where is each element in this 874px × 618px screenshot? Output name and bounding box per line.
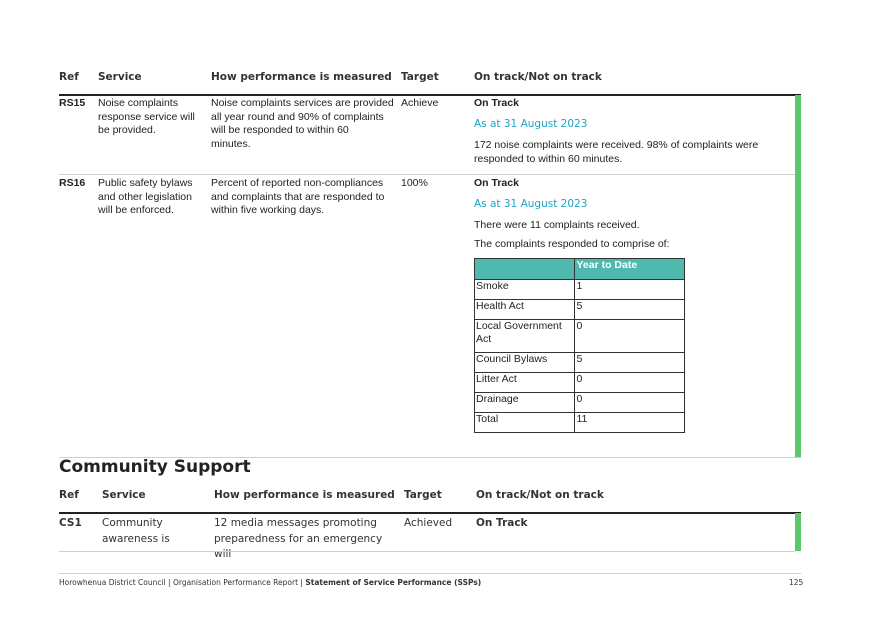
cs1-target: Achieved <box>404 517 453 529</box>
rs16-as-at: As at 31 August 2023 <box>474 198 588 210</box>
cs-row-divider <box>59 551 795 552</box>
footer-org: Horowhenua District Council | Organisation Performance Report | <box>59 578 306 587</box>
table-header-cell <box>475 259 575 280</box>
footer-text <box>59 578 481 587</box>
rs16-measure: Percent of reported non-compliances and complaints that are responded to within five working days. <box>211 177 385 216</box>
header-rule <box>59 94 801 96</box>
table-row <box>475 280 685 300</box>
rs15-target: Achieve <box>401 97 439 109</box>
col-header-status: On track/Not on track <box>474 71 602 83</box>
table-row <box>475 320 685 353</box>
footer-section: Statement of Service Performance (SSPs) <box>305 578 482 587</box>
table-row <box>475 353 685 373</box>
rs15-status: On Track <box>474 97 519 109</box>
rs16-note-breakdown: The complaints responded to comprise of: <box>474 238 670 250</box>
cs-status-bar <box>795 513 801 551</box>
table-cell: 0 <box>575 373 685 393</box>
table-cell: Total <box>475 413 575 433</box>
cs-col-header-measure: How performance is measured <box>214 489 395 501</box>
table-cell: 5 <box>575 353 685 373</box>
col-header-service: Service <box>98 71 142 83</box>
col-header-ref: Ref <box>59 71 79 83</box>
rs16-ref: RS16 <box>59 177 86 189</box>
col-header-target: Target <box>401 71 439 83</box>
rs15-measure: Noise complaints services are provided all year round and 90% of complaints will be responded to within 60 minutes. <box>211 97 394 150</box>
table-cell: 5 <box>575 300 685 320</box>
rs15-as-at: As at 31 August 2023 <box>474 118 588 130</box>
rs15-service: Noise complaints response service will be provided. <box>98 97 195 136</box>
table-cell: Council Bylaws <box>475 353 575 373</box>
table-row <box>475 300 685 320</box>
cs-col-header-service: Service <box>102 489 146 501</box>
rs16-target: 100% <box>401 177 428 189</box>
cs-col-header-target: Target <box>404 489 442 501</box>
section-title: Community Support <box>59 457 251 477</box>
table-cell: Litter Act <box>475 373 575 393</box>
rs15-ref: RS15 <box>59 97 86 109</box>
page-number: 125 <box>789 578 804 587</box>
cs1-ref: CS1 <box>59 517 82 529</box>
cs-header-rule <box>59 512 801 514</box>
table-cell: 0 <box>575 393 685 413</box>
cs1-measure: 12 media messages promoting preparedness for an emergency will <box>214 517 383 560</box>
rs16-note-count: There were 11 complaints received. <box>474 219 640 231</box>
cs-col-header-status: On track/Not on track <box>476 489 604 501</box>
footer-rule <box>59 573 801 574</box>
table-row <box>475 413 685 433</box>
table-header-cell: Year to Date <box>575 259 685 280</box>
col-header-measure: How performance is measured <box>211 71 392 83</box>
rs16-status: On Track <box>474 177 519 189</box>
table-header-row <box>475 259 685 280</box>
rs16-service: Public safety bylaws and other legislation will be enforced. <box>98 177 193 216</box>
table-cell: 0 <box>575 320 685 353</box>
complaints-table <box>474 258 685 433</box>
table-row <box>475 393 685 413</box>
table-cell: Drainage <box>475 393 575 413</box>
cs-col-header-ref: Ref <box>59 489 79 501</box>
status-bar <box>795 95 801 458</box>
row-divider <box>59 174 795 175</box>
table-cell: Health Act <box>475 300 575 320</box>
table-cell: 1 <box>575 280 685 300</box>
rs15-note: 172 noise complaints were received. 98% of complaints were responded to within 60 minutes. <box>474 139 759 165</box>
cs1-status: On Track <box>476 517 528 529</box>
table-row <box>475 373 685 393</box>
table-cell: 11 <box>575 413 685 433</box>
table-cell: Smoke <box>475 280 575 300</box>
cs1-service: Community awareness is <box>102 517 170 545</box>
table-cell: Local Government Act <box>475 320 575 353</box>
